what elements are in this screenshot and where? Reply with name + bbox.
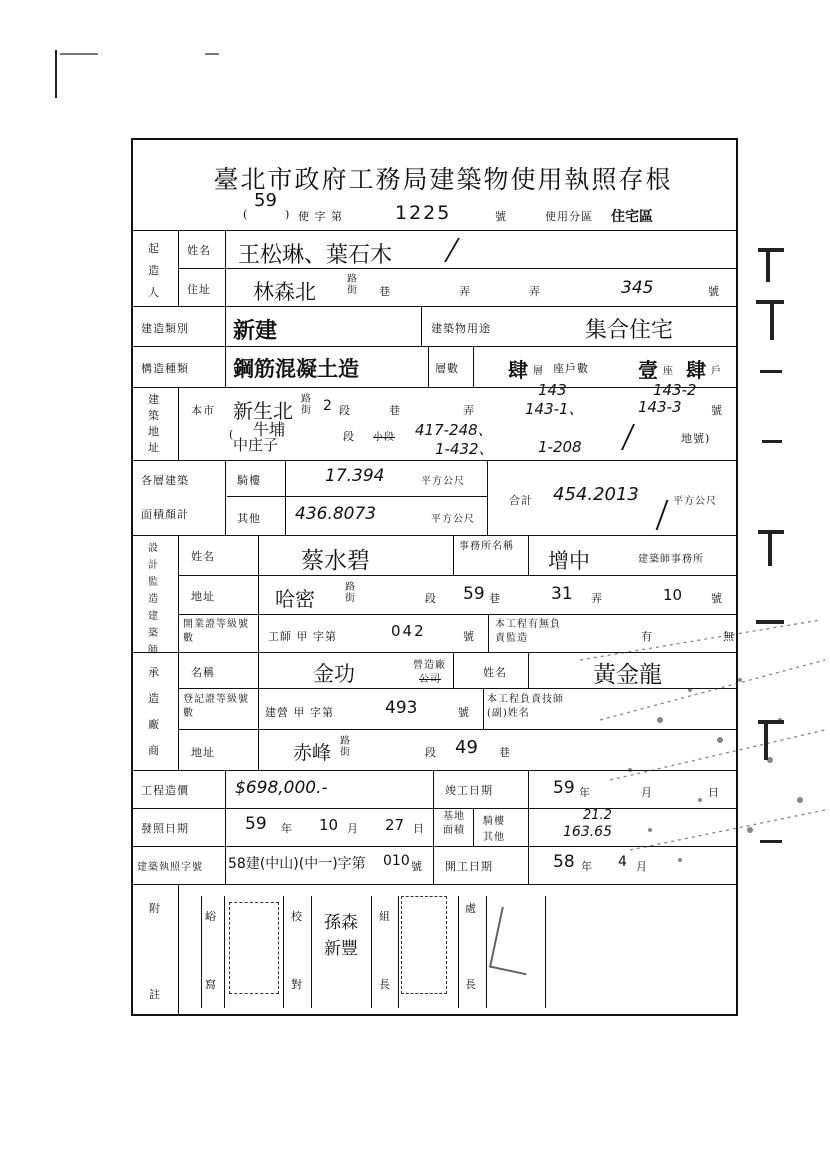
remarks-col2-bottom: 對 [291, 978, 303, 991]
households-unit2: 戶 [711, 366, 722, 377]
land-number-3: 1-208 [538, 438, 582, 456]
site-arcade-label: 騎樓 [483, 816, 505, 827]
designer-responsible-alt: 無 [723, 630, 735, 643]
issue-date-label: 發照日期 [141, 822, 189, 835]
handwritten-slash [426, 238, 460, 262]
edge-text-artifact [752, 240, 792, 860]
arcade-label: 騎樓 [237, 474, 261, 487]
designer-address-alley-no: 31 [551, 584, 573, 604]
contractor-reg-no: 493 [385, 698, 418, 718]
remarks-label-top: 附 [149, 902, 161, 915]
households-unit: 座 [663, 366, 674, 377]
remarks-col3-top: 組 [379, 910, 391, 923]
remarks-col3-bottom: 長 [379, 978, 391, 991]
designer-address-no: 10 [663, 586, 683, 604]
designer-address-lane-no: 59 [463, 584, 485, 604]
applicant-address-suffix: 號 [708, 285, 720, 298]
land-district-2: 中庄子 [233, 436, 279, 454]
site-arcade-value: 21.2 [583, 808, 612, 823]
applicant-section-label: 起造人 [148, 242, 160, 299]
site-other-value: 163.65 [563, 824, 612, 840]
floors-unit: 層 [533, 366, 544, 377]
applicant-address-road: 路街 [347, 274, 358, 296]
issue-year-unit: 年 [281, 822, 293, 835]
seal-stamp [401, 896, 447, 994]
contractor-name-type: 營造廠 [413, 660, 446, 671]
designer-address-road: 路街 [345, 582, 356, 604]
contractor-name-type-alt: 公司 [419, 674, 441, 685]
total-area-value: 454.2013 [553, 484, 639, 505]
remarks-col2-top: 校 [291, 910, 303, 923]
designer-office-value: 增中 [548, 549, 590, 573]
location-number-suffix: 號 [711, 404, 723, 417]
build-type-value: 新建 [233, 319, 278, 344]
location-label: 建築地址 [148, 393, 160, 454]
contractor-address-road: 路街 [340, 736, 351, 758]
location-road-suffix: 路街 [301, 394, 312, 416]
arcade-value: 17.394 [325, 466, 385, 486]
remarks-col4-top: 處 [465, 902, 477, 915]
designer-license-value: 工師 甲 字第 [268, 630, 337, 643]
location-number-2: 143-1、 [525, 400, 584, 418]
handwritten-slash [646, 500, 669, 530]
households-label: 座戶數 [553, 362, 589, 375]
completion-year: 59 [553, 778, 575, 798]
designer-license-no: 042 [391, 622, 426, 640]
location-road: 新生北 [233, 399, 293, 423]
permit-label: 建築執照字號 [137, 862, 203, 873]
serial-label: 使 字 第 [298, 210, 343, 223]
contractor-person-value: 黃金龍 [593, 662, 662, 688]
issue-year: 59 [245, 814, 267, 834]
completion-day-unit: 日 [708, 786, 720, 799]
land-suffix: 地號) [681, 432, 711, 445]
site-other-label: 其他 [483, 832, 505, 843]
remarks-col1-bottom: 寫 [205, 978, 217, 991]
signature-scribble [489, 907, 539, 976]
applicant-address-no: 345 [621, 278, 654, 298]
applicant-name-value: 王松琳、葉石木 [238, 243, 393, 268]
contractor-person-label: 姓名 [483, 666, 507, 679]
build-type-label: 建造類別 [141, 322, 189, 335]
designer-responsible-label: 本工程有無負責監造 [495, 619, 561, 644]
land-section: 段 [343, 430, 355, 443]
designer-name-value: 蔡水碧 [301, 548, 370, 574]
structure-value: 鋼筋混凝土造 [233, 357, 359, 381]
contractor-reg-suffix: 號 [458, 706, 470, 719]
floors-label: 層數 [435, 362, 459, 375]
total-area-unit: 平方公尺 [673, 496, 717, 507]
serial-number: 1225 [395, 202, 452, 224]
site-area-label: 基地面積 [443, 811, 465, 836]
permit-suffix: 號 [411, 860, 423, 873]
designer-address-alley: 弄 [591, 592, 603, 605]
contractor-name-value: 金功 [313, 662, 355, 686]
designer-responsible-value: 有 [641, 630, 653, 643]
zone-label: 使用分區 [545, 210, 593, 223]
remarks-col4-bottom: 長 [465, 978, 477, 991]
start-month: 4 [618, 854, 627, 870]
other-area-unit: 平方公尺 [431, 514, 475, 525]
issue-month-unit: 月 [347, 822, 359, 835]
location-section: 2 [323, 398, 332, 414]
applicant-name-label: 姓名 [187, 244, 211, 257]
start-month-unit: 月 [636, 860, 648, 873]
designer-office-suffix: 建築師事務所 [638, 554, 704, 565]
completion-year-unit: 年 [579, 786, 591, 799]
building-use-value: 集合住宅 [585, 318, 674, 343]
contractor-address-label: 地址 [191, 746, 215, 759]
designer-license-label: 開業證等級號數 [183, 619, 249, 644]
designer-address-value: 哈密 [275, 587, 315, 611]
applicant-address-label: 住址 [187, 283, 211, 296]
scan-edge-mark [55, 50, 57, 98]
designer-address-lane: 巷 [489, 592, 501, 605]
designer-office-label: 事務所名稱 [459, 541, 514, 552]
location-number-1: 143 [538, 381, 567, 399]
issue-month: 10 [319, 816, 339, 834]
applicant-address-alley2: 弄 [529, 285, 541, 298]
land-number-1: 417-248、 [415, 421, 493, 439]
applicant-address-value: 林森北 [253, 280, 316, 304]
land-number-2: 1-432、 [435, 440, 494, 458]
contractor-reg-value: 建營 甲 字第 [265, 706, 334, 719]
serial-close: ) [285, 208, 291, 221]
land-district: 牛埔 [253, 420, 286, 439]
contractor-address-section: 段 [425, 746, 437, 759]
handwritten-slash [607, 424, 635, 450]
seal-stamp [229, 902, 279, 994]
cost-label: 工程造價 [141, 784, 189, 797]
building-use-label: 建築物用途 [431, 322, 491, 335]
location-alley: 弄 [463, 404, 475, 417]
location-lane: 巷 [389, 404, 401, 417]
serial-suffix: 號 [495, 210, 507, 223]
remarks-col1-top: 峪 [205, 910, 217, 923]
structure-label: 構造種類 [141, 362, 189, 375]
designer-address-suffix: 號 [711, 592, 723, 605]
floor-area-label-1: 各層建築 [141, 474, 189, 487]
households-value: 壹 [638, 358, 658, 382]
total-area-label: 合計 [509, 494, 533, 507]
serial-year: 59 [254, 190, 277, 211]
location-section-unit: 段 [339, 404, 351, 417]
completion-month-unit: 月 [641, 786, 653, 799]
serial-paren: ( [243, 208, 249, 221]
issue-day: 27 [385, 816, 405, 834]
completion-label: 竣工日期 [445, 784, 493, 797]
contractor-address-lane-no: 49 [455, 737, 478, 758]
permit-no: 010 [383, 853, 410, 869]
remarks-label-bottom: 註 [149, 988, 161, 1001]
other-area-value: 436.8073 [295, 504, 377, 524]
contractor-address-lane: 巷 [499, 746, 511, 759]
designer-address-section: 段 [425, 592, 437, 605]
other-area-label: 其他 [237, 512, 261, 525]
land-subsection: 小段 [373, 432, 395, 443]
cost-value: $698,000.- [235, 778, 328, 798]
signature-seal: 孫森 新豐 [324, 913, 358, 959]
issue-day-unit: 日 [413, 822, 425, 835]
start-year: 58 [553, 852, 575, 872]
contractor-section-label: 承造廠商 [148, 666, 160, 757]
permit-value: 58建(中山)(中一)字第 [228, 856, 366, 872]
applicant-address-alley: 弄 [459, 285, 471, 298]
contractor-reg-label: 登記證等級號數 [183, 694, 249, 719]
land-paren: ( [229, 428, 235, 441]
scan-speck [60, 53, 98, 55]
households-value2: 肆 [686, 358, 706, 382]
location-city: 本市 [191, 404, 215, 417]
applicant-address-lane: 巷 [379, 285, 391, 298]
designer-address-label: 地址 [191, 590, 215, 603]
contractor-address-value: 赤峰 [293, 742, 332, 764]
designer-name-label: 姓名 [191, 550, 215, 563]
designer-section-label: 設計監造建築師 [148, 543, 159, 656]
contractor-tech-label: 本工程負責技師(副)姓名 [487, 694, 564, 719]
start-year-unit: 年 [581, 860, 593, 873]
form-title: 臺北市政府工務局建築物使用執照存根 [213, 165, 673, 194]
floors-value: 肆 [508, 358, 528, 382]
start-date-label: 開工日期 [445, 860, 493, 873]
arcade-unit: 平方公尺 [421, 476, 465, 487]
designer-license-suffix: 號 [463, 630, 475, 643]
location-number-2b: 143-3 [638, 398, 682, 416]
floor-area-label-2: 面積顏計 [141, 508, 189, 521]
location-number-1b: 143-2 [653, 381, 697, 399]
scan-speck [205, 53, 219, 55]
contractor-name-label: 名稱 [191, 666, 215, 679]
zone-value: 住宅區 [611, 209, 653, 225]
